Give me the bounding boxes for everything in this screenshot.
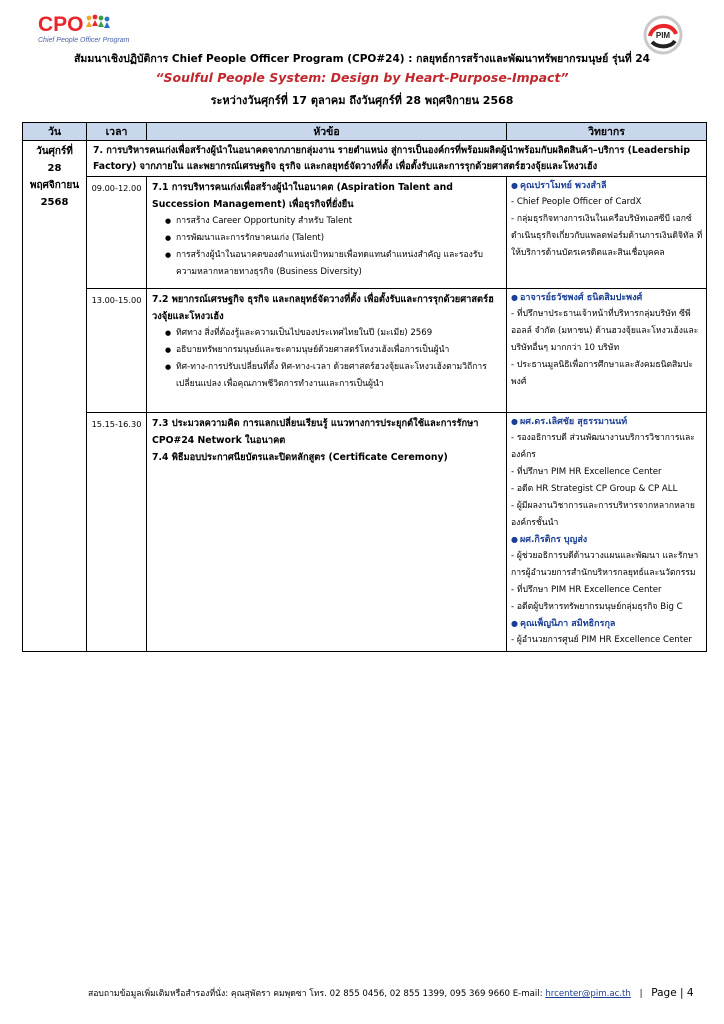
day-line: 2568 (40, 197, 69, 208)
topic-title: 7.1 การบริหารคนเก่งเพื่อสร้างผู้นำในอนาคต (Aspiration Talent and Succession Management) เพื่อธุรกิจที่ยั่งยืน (152, 182, 453, 210)
cpo-logo-text: CPO (38, 13, 84, 36)
speaker-detail: - ประธานมูลนิธิเพื่อการศึกษาและสังคมธนิตสิมปะพงศ์ (511, 360, 694, 387)
cpo-tagline: Chief People Officer Program (38, 37, 130, 44)
footer-separator: | (639, 989, 643, 999)
speaker-detail: - กลุ่มธุรกิจทางการเงินในเครือบริษัทเอสซีบี เอกซ์ ดำเนินธุรกิจเกี่ยวกับแพลตฟอร์มด้านการเงินดิจิทัล ที่ให้บริการด้านบัตรเครดิตและสินเชื่อบุคคล (511, 214, 703, 258)
speaker-detail: - ผู้อำนวยการศูนย์ PIM HR Excellence Center (511, 635, 692, 645)
day-cell (23, 141, 87, 652)
time-cell: 09.00-12.00 (87, 177, 147, 289)
footer (88, 986, 694, 1000)
topic-bullet: ● การสร้าง Career Opportunity สำหรับ Talent (165, 213, 502, 230)
time-cell: 13.00-15.00 (87, 289, 147, 413)
bullet-icon: ● (511, 417, 518, 426)
program-theme: “Soulful People System: Design by Heart-Purpose-Impact” (155, 70, 569, 85)
topic-bullet: ● ทิศทาง สิ่งที่ต้องรู้และความเป็นไปของประเทศไทยในปี (มะเมีย) 2569 (165, 325, 502, 342)
speaker-name: ● อาจารย์ธวัชพงศ์ ธนิตสิมปะพงศ์ (511, 293, 643, 303)
col-header-topic: หัวข้อ (147, 123, 507, 141)
day-line: 28 (47, 163, 62, 174)
page-number: Page | 4 (651, 987, 694, 999)
speaker-detail: - อดีตผู้บริหารทรัพยากรมนุษย์กลุ่มธุรกิจ Big C (511, 602, 683, 612)
program-dates: ระหว่างวันศุกร์ที่ 17 ตุลาคม ถึงวันศุกร์ที่ 28 พฤศจิกายน 2568 (210, 94, 514, 107)
schedule-table (22, 122, 707, 652)
topic-title-secondary: 7.4 พิธีมอบประกาศนียบัตรและปิดหลักสูตร (Certificate Ceremony) (152, 452, 448, 463)
section-title: 7. การบริหารคนเก่งเพื่อสร้างผู้นำในอนาคตจากภายกลุ่มงาน รายตำแหน่ง สู่การเป็นองค์กรที่พร้อมผลิตผู้นำพร้อมกับผลิตสินค้า–บริการ (Leadership Factory) จากภายใน และพยากรณ์เศรษฐกิจ ธุรกิจ และกลยุทธ์จัดวางที่ตั้ง เพื่อตั้งรับและการรุกด้วยศาสตร์ฮวงจุ้ยและโหงวเฮ้ง (87, 141, 707, 177)
speaker-name: ● ผศ.กิรติกร บุญส่ง (511, 535, 588, 545)
speaker-name: ● ผศ.ดร.เลิศชัย สุธรรมานนท์ (511, 417, 628, 427)
topic-cell (147, 413, 507, 652)
speaker-name: ● คุณเพ็ญนิภา สมิทธิกรกุล (511, 619, 616, 629)
col-header-day: วัน (23, 123, 87, 141)
time-cell: 15.15-16.30 (87, 413, 147, 652)
topic-cell (147, 289, 507, 413)
day-line: พฤศจิกายน (29, 180, 80, 191)
speaker-detail: - ที่ปรึกษา PIM HR Excellence Center (511, 467, 662, 477)
pim-logo-text: PIM (655, 31, 671, 40)
topic-bullets (152, 213, 502, 281)
program-title: สัมมนาเชิงปฏิบัติการ Chief People Officer Program (CPO#24) : กลยุทธ์การสร้างและพัฒนาทรัพยากรมนุษย์ รุ่นที่ 24 (73, 53, 650, 65)
topic-bullet: ● การพัฒนาและการรักษาคนเก่ง (Talent) (165, 230, 502, 247)
speaker-cell (507, 413, 707, 652)
table-row (23, 413, 707, 652)
people-icon (85, 14, 111, 34)
speaker-detail: - Chief People Officer of CardX (511, 197, 642, 207)
table-header-row (23, 123, 707, 141)
speaker-detail: - ที่ปรึกษา PIM HR Excellence Center (511, 585, 662, 595)
topic-bullet: ● ทิศ-ทาง-การปรับเปลี่ยนที่ตั้ง ทิศ-ทาง-เวลา ด้วยศาสตร์ฮวงจุ้ยและโหงวเฮ้งตามวิถีการเปลี่ยนแปลง เพื่อคุณภาพชีวิตการทำงานและการเป็นผู้นำ (165, 359, 502, 393)
speaker-name: ● คุณปราโมทย์ พวงสำลี (511, 181, 607, 191)
topic-bullets (152, 325, 502, 393)
bullet-icon: ● (511, 293, 518, 302)
speaker-detail: - ที่ปรึกษาประธานเจ้าหน้าที่บริหารกลุ่มบริษัท ซีพี ออลล์ จำกัด (มหาชน) ด้านฮวงจุ้ยและโหงวเฮ้งและบริษัทอื่นๆ มากกว่า 10 บริษัท (511, 309, 699, 353)
col-header-speaker: วิทยากร (507, 123, 707, 141)
speaker-detail: - อดีต HR Strategist CP Group & CP ALL (511, 484, 678, 494)
footer-contact: สอบถามข้อมูลเพิ่มเติมหรือสำรองที่นั่ง: คุณสุพัตรา คมพุดซา โทร. 02 855 0456, 02 855 1399, 095 369 9660 E-mail: (88, 989, 543, 999)
col-header-time: เวลา (87, 123, 147, 141)
table-row (23, 177, 707, 289)
speaker-cell (507, 289, 707, 413)
topic-bullet: ● การสร้างผู้นำในอนาคตของตำแหน่งเป้าหมายเพื่อทดแทนตำแหน่งสำคัญ และรองรับความหลากหลายทางธุรกิจ (Business Diversity) (165, 247, 502, 281)
bullet-icon: ● (511, 181, 518, 190)
topic-title: 7.3 ประมวลความคิด การแลกเปลี่ยนเรียนรู้ แนวทางการประยุกต์ใช้และการรักษา CPO#24 Network ในอนาคต (152, 418, 479, 446)
topic-title: 7.2 พยากรณ์เศรษฐกิจ ธุรกิจ และกลยุทธ์จัดวางที่ตั้ง เพื่อตั้งรับและการรุกด้วยศาสตร์ฮวงจุ้ยและโหงวเฮ้ง (152, 294, 494, 322)
bullet-icon: ● (511, 535, 518, 544)
table-row (23, 289, 707, 413)
day-line: วันศุกร์ที่ (36, 146, 73, 157)
footer-email-link[interactable]: hrcenter@pim.ac.th (545, 989, 631, 999)
speaker-detail: - ผู้ช่วยอธิการบดีด้านวางแผนและพัฒนา และรักษาการผู้อำนวยการสำนักบริหารกลยุทธ์และนวัตกรรม (511, 551, 699, 578)
cpo-logo (38, 14, 136, 48)
speaker-cell (507, 177, 707, 289)
section-row (23, 141, 707, 177)
topic-cell (147, 177, 507, 289)
speaker-detail: - ผู้มีผลงานวิชาการและการบริหารจากหลากหลายองค์กรชั้นนำ (511, 501, 695, 528)
bullet-icon: ● (511, 619, 518, 628)
speaker-detail: - รองอธิการบดี ส่วนพัฒนางานบริการวิชาการและองค์กร (511, 433, 695, 460)
topic-bullet: ● อธิบายทรัพยากรมนุษย์และชะตามนุษย์ด้วยศาสตร์โหงวเฮ้งเพื่อการเป็นผู้นำ (165, 342, 502, 359)
